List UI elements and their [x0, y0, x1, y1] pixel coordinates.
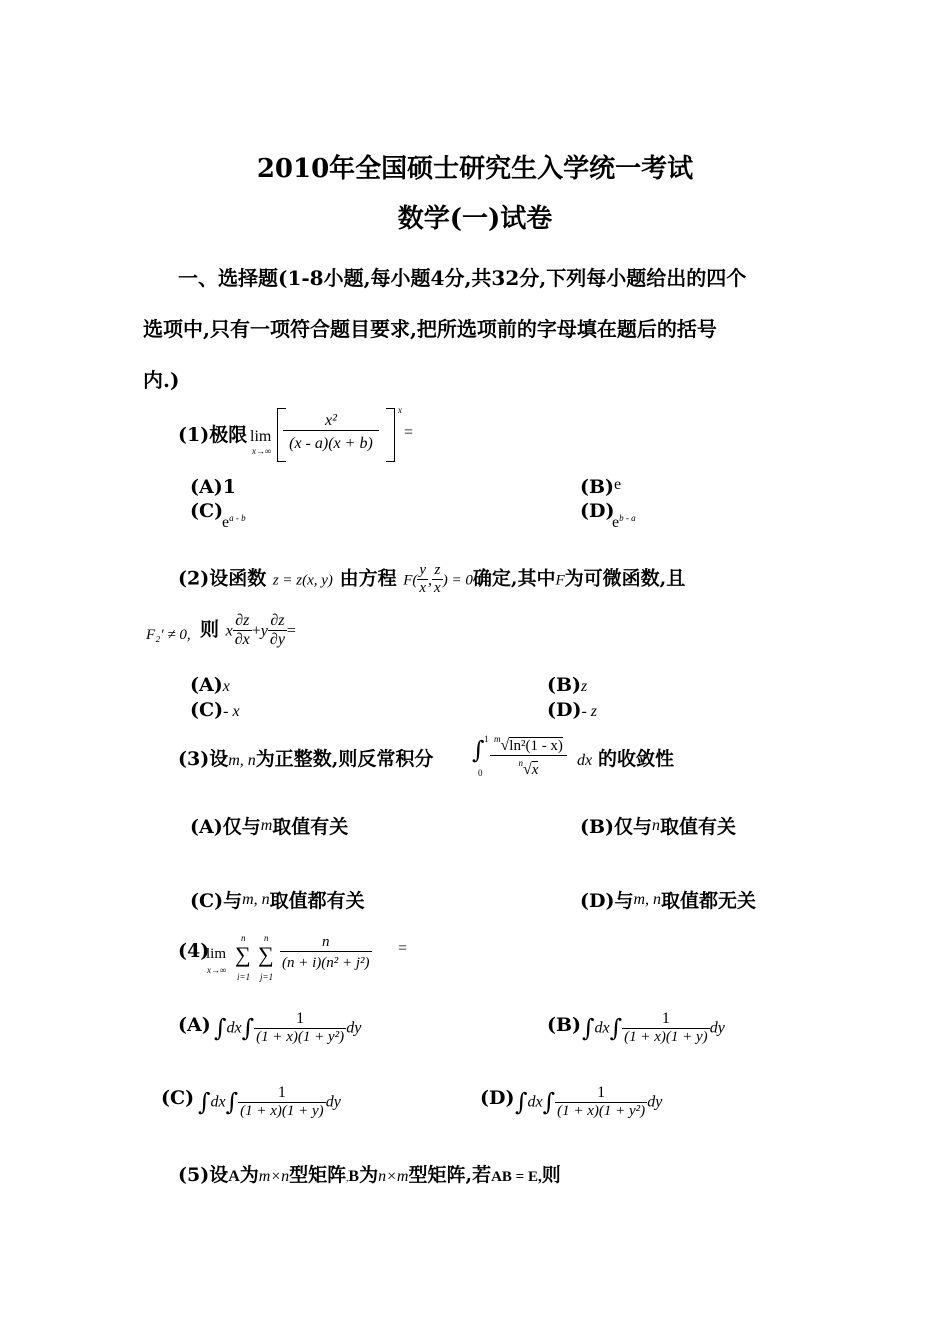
q1-option-b: $(B)^e$ [580, 476, 622, 498]
q4-option-a-label: (A) [178, 1014, 211, 1036]
sum-icon: ∑ [235, 942, 251, 967]
q1-option-c-expr: $e^{a - b}$ [222, 513, 246, 531]
page-subtitle: 数学(一)试卷 [397, 204, 553, 234]
section-intro-line3: 内.) [143, 368, 180, 392]
q1-option-d: (D) [580, 500, 615, 522]
q3-option-c: (C)与m, n取值都有关 [190, 890, 365, 912]
q4-option-b-label: (B) [547, 1014, 582, 1036]
q2-option-a: (A)x [190, 674, 230, 696]
q4-fraction: $\frac{n}{\text{(n + i)(n² + j²)}}$ [282, 934, 370, 971]
q3-fraction: $^m$√ln²(1 - x) $^n$√x [490, 734, 567, 779]
q3-dx: dx [577, 752, 593, 769]
question-2-line1: (2)设函数 z = z(x, y) 由方程 F( $\frac{y}{x}$ , $\frac{z}{x}$ ) = 0确定,其中F为可微函数,且 [178, 562, 686, 596]
question-1 [178, 420, 247, 447]
integral-sign-icon: ∫ [542, 1088, 556, 1116]
q2-option-b: (B)z [547, 674, 588, 696]
integral-sign-icon: ∫ [515, 1088, 528, 1116]
integral-sign-icon: ∫ [472, 736, 485, 764]
section-intro-line2: 选项中,只有一项符合题目要求,把所选项前的字母填在题后的括号 [143, 317, 717, 341]
page-title: 2010年全国硕士研究生入学统一考试 [256, 154, 694, 184]
q3-integral [472, 736, 485, 764]
q3-int-lower: 0 [478, 768, 483, 778]
q4-sum2-upper: n [264, 933, 269, 943]
q4-option-b-expr: ∫dx∫ $\frac{1}{(1 + x)(1 + y)}$ dy [582, 1010, 725, 1045]
q1-option-c: (C) [190, 500, 224, 522]
q4-lim: lim [206, 946, 227, 962]
question-2-line2: 则 x $\frac{\partial z}{\partial x}$ +y $\frac{\partial z}{\partial y}$ = [200, 612, 296, 648]
q1-option-d-expr: $e^{b - a}$ [612, 513, 636, 531]
q3-option-b: (B)仅与n取值有关 [580, 816, 737, 838]
q1-option-a: (A)1 [190, 476, 236, 498]
question-3-label: (3)设m, n为正整数,则反常积分 [178, 748, 434, 770]
question-5: (5)设A为m×n型矩阵,B为n×m型矩阵,若AB = E,则 [178, 1164, 561, 1186]
q1-lim-sub: x→∞ [252, 446, 272, 456]
q2-condition: F₂′ ≠ 0, [146, 627, 191, 643]
q1-label: (1)极限 [178, 424, 248, 446]
q3-option-a: (A)仅与m取值有关 [190, 816, 349, 838]
q3-int-upper: 1 [484, 734, 489, 744]
integral-sign-icon: ∫ [198, 1088, 211, 1116]
q2-option-c: (C)- x [190, 699, 240, 721]
q1-equals: = [404, 424, 414, 441]
q1-lim: lim [250, 428, 272, 445]
sum-icon: ∑ [258, 942, 274, 967]
integral-sign-icon: ∫ [241, 1014, 255, 1042]
q4-option-d-expr: ∫dx∫ $\frac{1}{\text{(1 + x)(1 + y²)}}$ dy [515, 1084, 663, 1119]
integral-sign-icon: ∫ [582, 1014, 595, 1042]
q4-equals: = [398, 940, 408, 957]
q3-option-d: (D)与m, n取值都无关 [580, 890, 757, 912]
q4-option-a-expr: ∫dx∫ $\frac{1}{\text{(1 + x)(1 + y²)}}$ dy [214, 1010, 362, 1045]
q4-option-c-label: (C) [161, 1087, 195, 1109]
section-intro-line1: 一、选择题(1-8小题,每小题4分,共32分,下列每小题给出的四个 [178, 266, 747, 290]
integral-sign-icon: ∫ [609, 1014, 623, 1042]
q2-option-d: (D)- z [547, 699, 598, 721]
q1-right-bracket [386, 408, 395, 462]
q1-exponent: x [398, 405, 402, 415]
integral-sign-icon: ∫ [214, 1014, 227, 1042]
q4-option-c-expr: ∫dx∫ $\frac{1}{(1 + x)(1 + y)}$ dy [198, 1084, 341, 1119]
integral-sign-icon: ∫ [225, 1088, 239, 1116]
question-4-label: (4) [178, 940, 210, 962]
q3-text-tail: 的收敛性 [598, 748, 675, 770]
q1-fraction: $\frac{\text{x²}}{(x - a)(x + b)}$ [283, 412, 379, 453]
q4-option-d-label: (D) [480, 1087, 515, 1109]
q4-sum1-lower: i=1 [237, 972, 251, 982]
q4-lim-sub: x→∞ [207, 965, 227, 975]
q4-sum2-lower: j=1 [260, 972, 274, 982]
q4-sum1-upper: n [241, 933, 246, 943]
